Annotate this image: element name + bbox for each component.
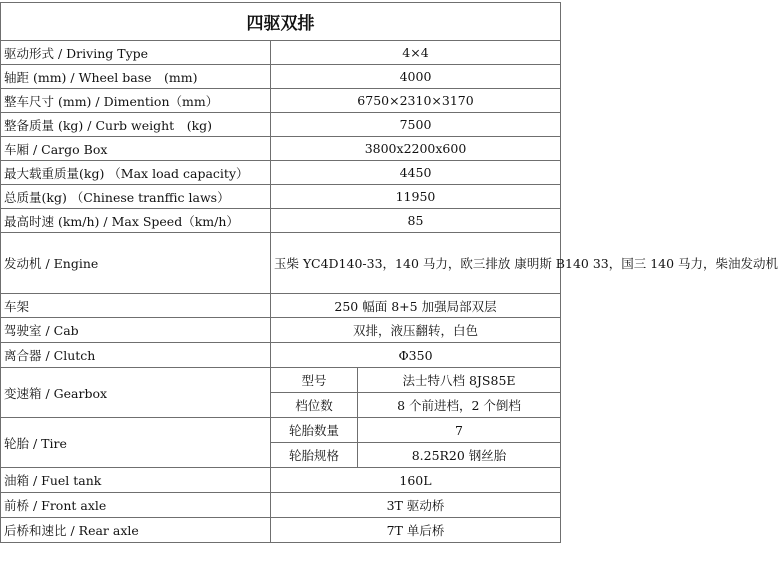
gearbox-gears-label: 档位数 — [271, 393, 358, 418]
row-value: 160L — [271, 468, 561, 493]
cab-label: 驾驶室 / Cab — [1, 318, 271, 343]
engine-value: 玉柴 YC4D140-33，140 马力，欧三排放 康明斯 B140 33，国三 140 马力，柴油发动机 — [271, 233, 561, 294]
engine-row — [1, 233, 561, 294]
table-row — [1, 209, 561, 233]
gearbox-label: 变速箱 / Gearbox — [1, 368, 271, 418]
row-value: 11950 — [271, 185, 561, 209]
row-label: 整备质量 (kg) / Curb weight (kg) — [1, 113, 271, 137]
row-value: 85 — [271, 209, 561, 233]
gearbox-model-value: 法士特八档 8JS85E — [358, 368, 561, 393]
table-row — [1, 137, 561, 161]
table-row — [1, 65, 561, 89]
row-label: 后桥和速比 / Rear axle — [1, 518, 271, 543]
row-value: 3T 驱动桥 — [271, 493, 561, 518]
row-label: 总质量(kg) （Chinese tranffic laws） — [1, 185, 271, 209]
frame-row — [1, 294, 561, 318]
table-row — [1, 113, 561, 137]
cab-row — [1, 318, 561, 343]
frame-value: 250 幅面 8+5 加强局部双层 — [271, 294, 561, 318]
engine-label: 发动机 / Engine — [1, 233, 271, 294]
row-label: 整车尺寸 (mm) / Dimention（mm） — [1, 89, 271, 113]
table-row — [1, 161, 561, 185]
row-value: 4000 — [271, 65, 561, 89]
row-label: 油箱 / Fuel tank — [1, 468, 271, 493]
tire-count-value: 7 — [358, 418, 561, 443]
row-value: 6750×2310×3170 — [271, 89, 561, 113]
row-label: 驱动形式 / Driving Type — [1, 41, 271, 65]
spec-table — [0, 2, 778, 543]
table-row — [1, 468, 561, 493]
tire-label: 轮胎 / Tire — [1, 418, 271, 468]
row-value: 7T 单后桥 — [271, 518, 561, 543]
row-label: 最大载重质量(kg) （Max load capacity） — [1, 161, 271, 185]
tire-spec-value: 8.25R20 钢丝胎 — [358, 443, 561, 468]
gearbox-model-label: 型号 — [271, 368, 358, 393]
tire-spec-label: 轮胎规格 — [271, 443, 358, 468]
table-row — [1, 518, 561, 543]
clutch-label: 离合器 / Clutch — [1, 343, 271, 368]
clutch-row — [1, 343, 561, 368]
gearbox-row — [1, 368, 561, 393]
frame-label: 车架 — [1, 294, 271, 318]
table-row — [1, 89, 561, 113]
cab-value: 双排，液压翻转，白色 — [271, 318, 561, 343]
table-row — [1, 185, 561, 209]
title-row — [1, 3, 561, 41]
tire-row — [1, 418, 561, 443]
row-label: 前桥 / Front axle — [1, 493, 271, 518]
row-label: 车厢 / Cargo Box — [1, 137, 271, 161]
row-value: 7500 — [271, 113, 561, 137]
table-title: 四驱双排 — [1, 3, 561, 41]
table-row — [1, 41, 561, 65]
clutch-value: Φ350 — [271, 343, 561, 368]
row-value: 4×4 — [271, 41, 561, 65]
table-row — [1, 493, 561, 518]
row-label: 最高时速 (km/h) / Max Speed（km/h） — [1, 209, 271, 233]
row-value: 3800x2200x600 — [271, 137, 561, 161]
gearbox-gears-value: 8 个前进档，2 个倒档 — [358, 393, 561, 418]
row-value: 4450 — [271, 161, 561, 185]
tire-count-label: 轮胎数量 — [271, 418, 358, 443]
row-label: 轴距 (mm) / Wheel base (mm) — [1, 65, 271, 89]
